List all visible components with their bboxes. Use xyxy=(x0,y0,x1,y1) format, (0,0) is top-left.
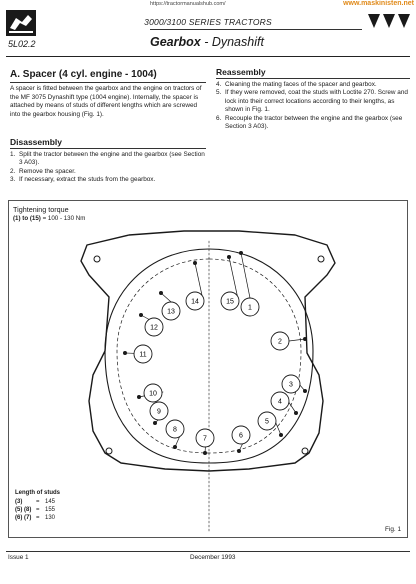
torque-value xyxy=(13,215,85,222)
footer-divider xyxy=(6,551,410,552)
equals-sign: = xyxy=(36,499,40,505)
page-title xyxy=(150,35,264,49)
disassembly-step xyxy=(10,168,206,176)
reassembly-step xyxy=(216,115,408,132)
equals-sign: = xyxy=(36,515,40,521)
disassembly-step xyxy=(10,151,206,168)
callout-10-label: 10 xyxy=(149,390,157,398)
section-a-title: A. Spacer (4 cyl. engine - 1004) xyxy=(10,69,157,80)
figure-1 xyxy=(8,200,408,538)
footer-date: December 1993 xyxy=(190,554,236,561)
callout-1-label: 1 xyxy=(248,304,252,312)
callout-15-label: 15 xyxy=(226,298,234,306)
callout-3-label: 3 xyxy=(289,381,293,389)
stud-value: 130 xyxy=(45,515,56,521)
stud-key: (5) (8) xyxy=(15,507,32,513)
step-number: 1. xyxy=(10,151,16,158)
disassembly-divider xyxy=(10,148,206,149)
step-text: Split the tractor between the engine and the gearbox (see Section 3 A03). xyxy=(19,151,205,167)
step-text: If they were removed, coat the studs with Loctite 270. Screw and lock into their correct locations according to their lengths, as shown in Fig. 1. xyxy=(225,89,408,114)
source-url: https://tractormanualshub.com/ xyxy=(150,1,226,7)
page-title-bold: Gearbox xyxy=(150,35,201,49)
section-a-divider xyxy=(10,82,206,83)
tightening-torque-box xyxy=(13,205,85,222)
step-text: Recouple the tractor between the engine and the gearbox (see Section 3 A03). xyxy=(225,114,403,131)
callout-4 xyxy=(271,392,289,410)
disassembly-steps xyxy=(10,151,206,185)
callout-14 xyxy=(186,292,204,310)
reassembly-heading: Reassembly xyxy=(216,67,266,77)
stud-key: (6) (7) xyxy=(15,515,32,521)
stud-length-title: Length of studs xyxy=(15,490,60,496)
step-number: 2. xyxy=(10,167,16,175)
footer-issue: Issue 1 xyxy=(8,554,29,561)
callout-4-label: 4 xyxy=(278,398,282,406)
torque-range: = 100 - 130 Nm xyxy=(40,215,86,222)
disassembly-step xyxy=(10,176,206,184)
torque-title: Tightening torque xyxy=(13,205,69,214)
step-text: Cleaning the mating faces of the spacer and gearbox. xyxy=(225,81,377,88)
callout-11-label: 11 xyxy=(139,351,147,359)
mounting-hole xyxy=(106,448,112,454)
callout-8 xyxy=(166,420,184,438)
step-text: If necessary, extract the studs from the gearbox. xyxy=(19,176,156,184)
callout-2 xyxy=(271,332,289,350)
figure-label: Fig. 1 xyxy=(385,526,401,533)
callout-1 xyxy=(241,298,259,316)
callout-2-label: 2 xyxy=(278,338,282,346)
torque-ref: (1) to (15) xyxy=(13,215,41,222)
stud-length-row xyxy=(15,498,60,506)
callout-6-label: 6 xyxy=(239,432,243,440)
reassembly-step xyxy=(216,89,408,114)
callout-5 xyxy=(258,412,276,430)
site-watermark: www.maskinisten.net xyxy=(343,0,414,7)
callout-5-label: 5 xyxy=(265,418,269,426)
step-number: 3. xyxy=(10,176,16,184)
step-text: Remove the spacer. xyxy=(19,167,76,175)
disassembly-heading: Disassembly xyxy=(10,137,62,147)
stud-length-row xyxy=(15,506,60,514)
callout-7-label: 7 xyxy=(203,435,207,443)
callout-12-label: 12 xyxy=(150,324,158,332)
page-title-rest: - Dynashift xyxy=(200,35,264,49)
section-code: 5L02.2 xyxy=(8,39,36,49)
step-number: 6. xyxy=(216,114,222,122)
callout-13-label: 13 xyxy=(167,308,175,316)
series-divider xyxy=(150,29,362,30)
mounting-hole xyxy=(318,256,324,262)
section-a-intro: A spacer is fitted between the gearbox and the engine on tractors of the MF 3075 Dynashift type (1004 engine). Internally, the spacer is attached by means of studs of different lengths which are screwed into the gearbox housing (Fig. 1). xyxy=(10,85,202,118)
callout-9-label: 9 xyxy=(157,408,161,416)
callouts xyxy=(134,292,300,447)
mounting-hole xyxy=(94,256,100,262)
callout-7 xyxy=(196,429,214,447)
stud-value: 155 xyxy=(45,507,56,513)
series-title: 3000/3100 SERIES TRACTORS xyxy=(144,17,272,27)
step-number: 4. xyxy=(216,81,222,88)
reassembly-step xyxy=(216,81,408,89)
mounting-hole xyxy=(302,448,308,454)
stud-key: (3) xyxy=(15,499,23,505)
header-divider xyxy=(6,56,410,57)
stud-length-table xyxy=(15,490,60,522)
callout-10 xyxy=(144,384,162,402)
spacer-housing-drawing xyxy=(9,201,409,539)
callout-9 xyxy=(150,402,168,420)
callout-13 xyxy=(162,302,180,320)
reassembly-steps xyxy=(216,81,408,131)
callout-11 xyxy=(134,345,152,363)
step-number: 5. xyxy=(216,89,222,97)
callout-12 xyxy=(145,318,163,336)
stud-length-row xyxy=(15,514,60,522)
reassembly-divider xyxy=(216,78,410,79)
stud-value: 145 xyxy=(45,499,56,505)
equals-sign: = xyxy=(36,507,40,513)
callout-15 xyxy=(221,292,239,310)
callout-3 xyxy=(282,375,300,393)
callout-8-label: 8 xyxy=(173,426,177,434)
callout-14-label: 14 xyxy=(191,298,199,306)
callout-6 xyxy=(232,426,250,444)
